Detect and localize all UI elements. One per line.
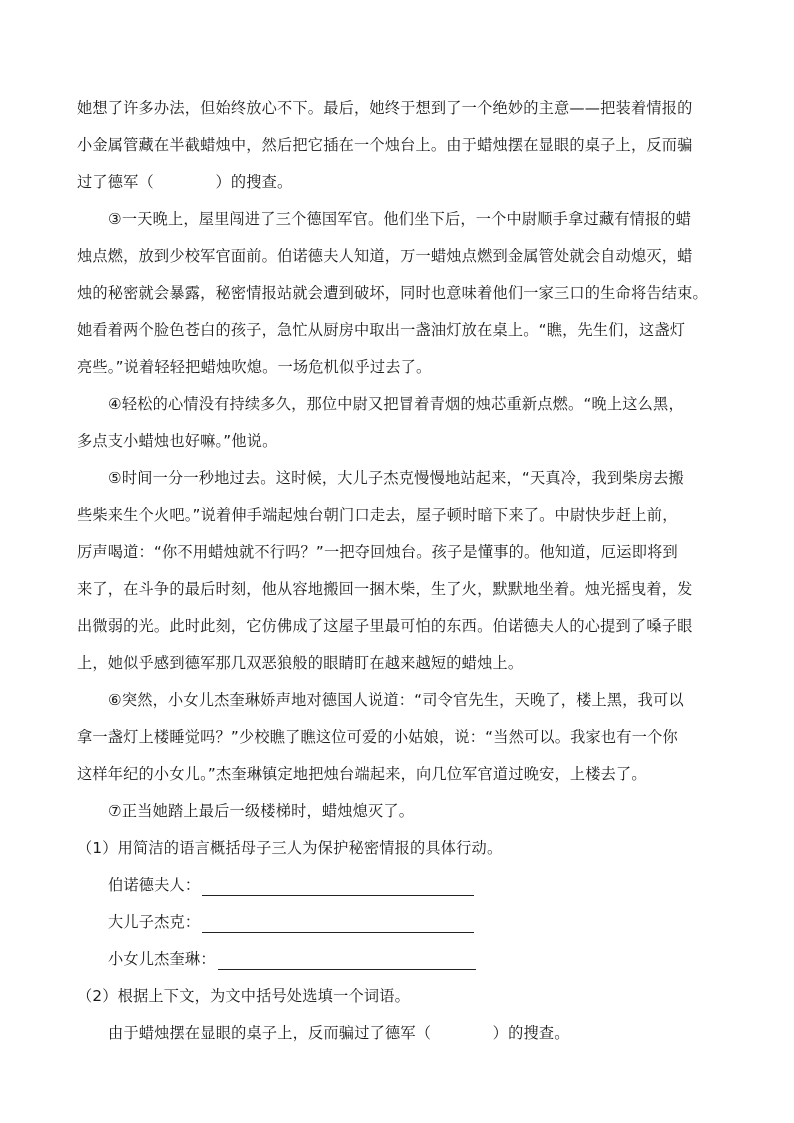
paragraph-4-line: 多点支小蜡烛也好嘛。”他说。 — [77, 432, 278, 450]
question-2-prompt: （2）根据上下文，为文中括号处选填一个词语。 — [77, 987, 411, 1005]
passage-line: 小金属管藏在半截蜡烛中，然后把它插在一个烛台上。由于蜡烛摆在显眼的桌子上，反而骗 — [77, 136, 693, 154]
paragraph-3-line: 烛点燃，放到少校军官面前。伯诺德夫人知道，万一蜡烛点燃到金属管处就会自动熄灭，蜡 — [77, 247, 693, 265]
answer-label: 大儿子杰克： — [108, 913, 201, 931]
paragraph-6-line: 这样年纪的小女儿。”杰奎琳镇定地把烛台端起来，向几位军官道过晚安，上楼去了。 — [77, 765, 647, 783]
answer-label: 小女儿杰奎琳： — [108, 950, 216, 968]
answer-blank[interactable] — [218, 947, 476, 970]
paragraph-3-line: 她看着两个脸色苍白的孩子，急忙从厨房中取出一盏油灯放在桌上。“瞧，先生们，这盏灯 — [77, 321, 686, 339]
paragraph-5-line: 来了，在斗争的最后时刻，他从容地搬回一捆木柴，生了火，默默地坐着。烛光摇曳着，发 — [77, 580, 693, 598]
passage — [77, 90, 723, 1052]
paragraph-3-line: 亮些。”说着轻轻把蜡烛吹熄。一场危机似乎过去了。 — [77, 358, 432, 376]
answer-row-jack — [77, 904, 723, 941]
paragraph-5-line: 些柴来生个火吧。”说着伸手端起烛台朝门口走去，屋子顿时暗下来了。中尉快步赶上前， — [77, 506, 678, 524]
question-2-sentence: 由于蜡烛摆在显眼的桌子上，反而骗过了德军（ ）的搜查。 — [108, 1024, 570, 1042]
paragraph-6-line: 拿一盏灯上楼睡觉吗？”少校瞧了瞧这位可爱的小姑娘，说：“当然可以。我家也有一个你 — [77, 728, 678, 746]
paragraph-3-line: ③一天晚上，屋里闯进了三个德国军官。他们坐下后，一个中尉顺手拿过藏有情报的蜡 — [108, 210, 692, 228]
paragraph-5-line: ⑤时间一分一秒地过去。这时候，大儿子杰克慢慢地站起来，“天真冷，我到柴房去搬 — [108, 469, 684, 487]
answer-blank[interactable] — [202, 873, 474, 896]
paragraph-3-line: 烛的秘密就会暴露，秘密情报站就会遭到破坏，同时也意味着他们一家三口的生命将告结束。 — [77, 284, 708, 302]
answer-row-jacqueline — [77, 941, 723, 978]
answer-blank[interactable] — [202, 910, 474, 933]
passage-line: 过了德军（ ）的搜查。 — [77, 173, 293, 191]
passage-line: 她想了许多办法，但始终放心不下。最后，她终于想到了一个绝妙的主意——把装着情报的 — [77, 99, 693, 117]
paragraph-7-line: ⑦正当她踏上最后一级楼梯时，蜡烛熄灭了。 — [108, 802, 415, 820]
paragraph-6-line: ⑥突然，小女儿杰奎琳娇声地对德国人说道：“司令官先生，天晚了，楼上黑，我可以 — [108, 691, 684, 709]
question-1-prompt: （1）用简洁的语言概括母子三人为保护秘密情报的具体行动。 — [77, 839, 503, 857]
answer-label: 伯诺德夫人： — [108, 876, 201, 894]
paragraph-4-line: ④轻松的心情没有持续多久，那位中尉又把冒着青烟的烛芯重新点燃。“晚上这么黑， — [108, 395, 684, 413]
answer-row-mother — [77, 867, 723, 904]
paragraph-5-line: 出微弱的光。此时此刻，它仿佛成了这屋子里最可怕的东西。伯诺德夫人的心提到了嗓子眼 — [77, 617, 693, 635]
paragraph-5-line: 上，她似乎感到德军那几双恶狼般的眼睛盯在越来越短的蜡烛上。 — [77, 654, 524, 672]
paragraph-5-line: 厉声喝道：“你不用蜡烛就不行吗？”一把夺回烛台。孩子是懂事的。他知道，厄运即将到 — [77, 543, 678, 561]
